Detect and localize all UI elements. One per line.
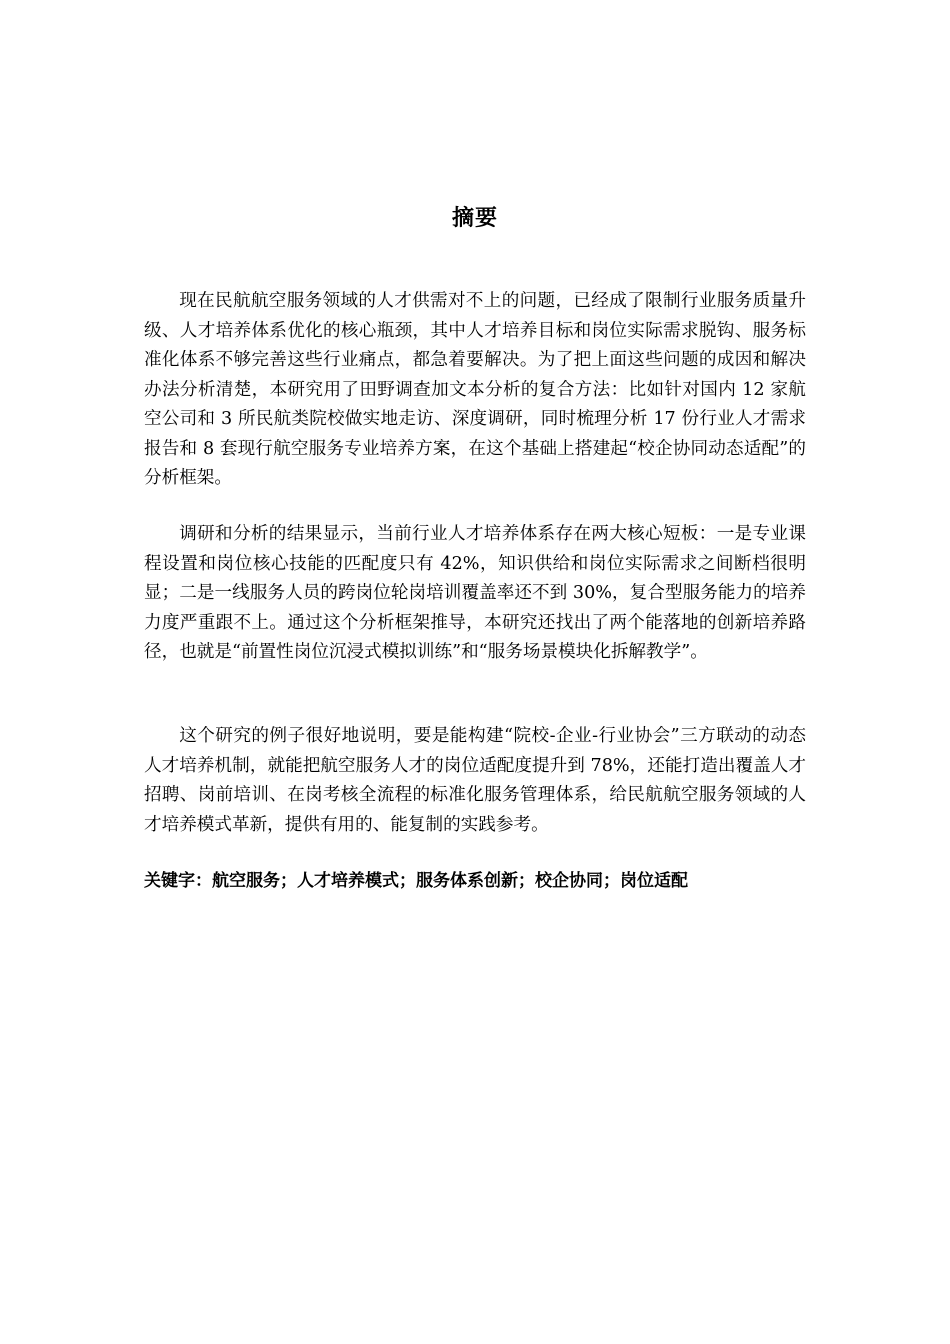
abstract-paragraph-3: 这个研究的例子很好地说明，要是能构建“院校-企业-行业协会”三方联动的动态人才培养机制，就能把航空服务人才的岗位适配度提升到 78%，还能打造出覆盖人才招聘、岗前培训、在岗考核全流程的标准化服务管理体系，给民航航空服务领域的人才培养模式革新，提供有用的、能复制的实践参考。	[144, 726, 806, 835]
abstract-paragraph-2: 调研和分析的结果显示，当前行业人才培养体系存在两大核心短板：一是专业课程设置和岗位核心技能的匹配度只有 42%，知识供给和岗位实际需求之间断档很明显；二是一线服务人员的跨岗位轮岗培训覆盖率还不到 30%，复合型服务能力的培养力度严重跟不上。通过这个分析框架推导，本研究还找出了两个能落地的创新培养路径，也就是“前置性岗位沉浸式模拟训练”和“服务场景模块化拆解教学”。	[144, 524, 806, 662]
abstract-paragraph-1: 现在民航航空服务领域的人才供需对不上的问题，已经成了限制行业服务质量升级、人才培养体系优化的核心瓶颈，其中人才培养目标和岗位实际需求脱钩、服务标准化体系不够完善这些行业痛点，都急着要解决。为了把上面这些问题的成因和解决办法分析清楚，本研究用了田野调查加文本分析的复合方法：比如针对国内 12 家航空公司和 3 所民航类院校做实地走访、深度调研，同时梳理分析 17 份行业人才需求报告和 8 套现行航空服务专业培养方案，在这个基础上搭建起“校企协同动态适配”的分析框架。	[144, 291, 806, 488]
keywords-line: 关键字：航空服务；人才培养模式；服务体系创新；校企协同；岗位适配	[144, 871, 688, 891]
abstract-title: 摘要	[451, 206, 498, 231]
